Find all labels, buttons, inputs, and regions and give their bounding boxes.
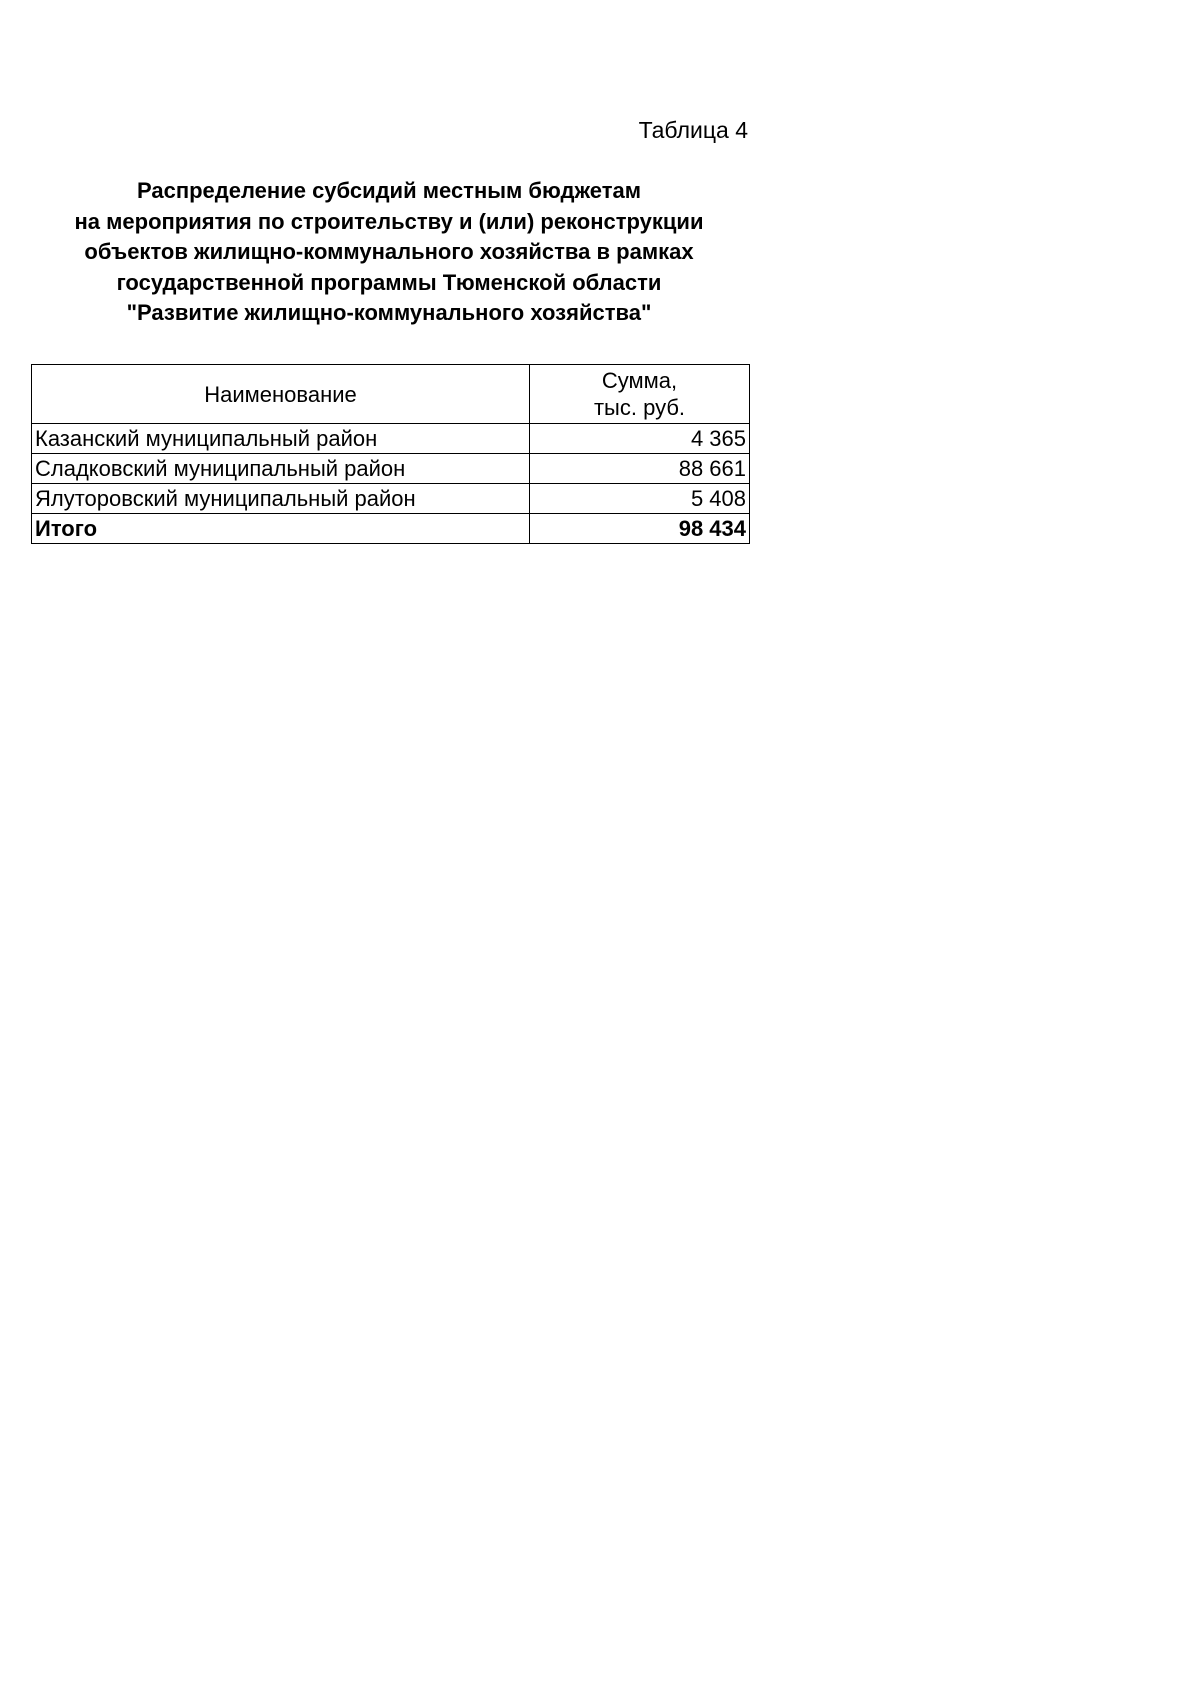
row-sum: 4 365 (530, 424, 750, 454)
header-sum-line1: Сумма, (601, 368, 678, 393)
title-line: государственной программы Тюменской области (116, 269, 662, 295)
row-sum: 5 408 (530, 484, 750, 514)
header-name: Наименование (32, 365, 530, 424)
row-name: Казанский муниципальный район (32, 424, 530, 454)
table-number-label: Таблица 4 (638, 117, 748, 143)
table-row (32, 424, 750, 454)
header-sum-line2: тыс. руб. (593, 395, 686, 420)
title-line: "Развитие жилищно-коммунального хозяйства" (126, 300, 652, 325)
total-row (32, 514, 750, 544)
row-sum: 88 661 (530, 454, 750, 484)
title-line: на мероприятия по строительству и (или) реконструкции (74, 208, 704, 234)
document-title (30, 176, 748, 329)
subsidy-table (31, 364, 750, 544)
title-line: объектов жилищно-коммунального хозяйства в рамках (84, 239, 694, 264)
row-name: Сладковский муниципальный район (32, 454, 530, 484)
table-row (32, 454, 750, 484)
total-sum: 98 434 (530, 514, 750, 544)
header-sum (530, 365, 750, 424)
table-header-row (32, 365, 750, 424)
table-row (32, 484, 750, 514)
row-name: Ялуторовский муниципальный район (32, 484, 530, 514)
title-line: Распределение субсидий местным бюджетам (136, 178, 642, 203)
total-label: Итого (32, 514, 530, 544)
